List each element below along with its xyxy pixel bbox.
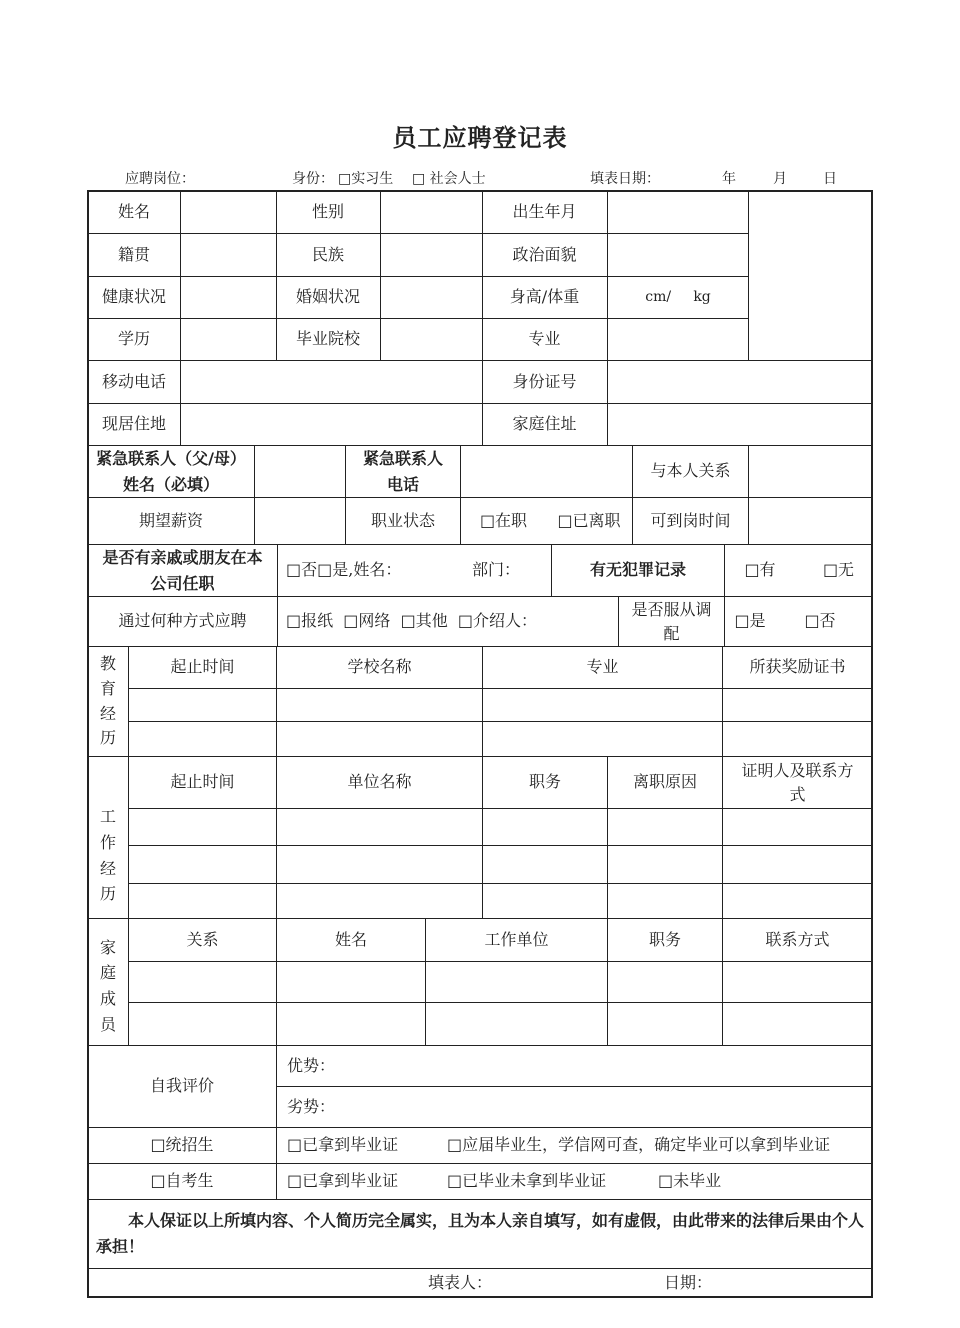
- checkbox-employed[interactable]: □在职: [479, 510, 528, 530]
- work-header-company: 单位名称: [347, 772, 412, 792]
- label-political: 政治面貌: [512, 244, 577, 264]
- label-mobile: 移动电话: [101, 371, 166, 391]
- label-emergency-phone: [346, 446, 460, 497]
- table-grid-line: [88, 1199, 872, 1200]
- label-relatives-line1: 是否有亲戚或朋友在本: [102, 547, 263, 567]
- edu-side-char: 育: [99, 678, 116, 698]
- table-grid-line: [128, 961, 872, 962]
- checkbox-self-not-graduated[interactable]: □未毕业: [658, 1171, 722, 1191]
- edu-side-char: 教: [99, 653, 116, 673]
- table-grid-line: [128, 688, 872, 689]
- table-grid-line: [128, 883, 872, 884]
- checkbox-resigned[interactable]: □已离职: [557, 510, 621, 530]
- input-id-number[interactable]: [608, 361, 872, 403]
- label-current-address: 现居住地: [101, 414, 166, 434]
- input-home-address[interactable]: [608, 404, 872, 445]
- input-weaknesses[interactable]: 劣势：: [287, 1096, 336, 1116]
- work-header-reference: [723, 757, 872, 808]
- input-ethnic[interactable]: [381, 234, 482, 276]
- work-side-char: 工: [99, 807, 116, 827]
- label-emergency-name-line1: 紧急联系人（父/母）: [96, 448, 246, 468]
- checkbox-transfer-no[interactable]: □否: [804, 611, 836, 631]
- label-marital: 婚姻状况: [295, 287, 360, 307]
- work-side-char: 经: [99, 858, 116, 878]
- input-education[interactable]: [181, 319, 276, 360]
- form-title: 员工应聘登记表: [392, 123, 568, 152]
- input-major[interactable]: [608, 319, 748, 360]
- label-transfer-line2: 配: [663, 623, 680, 643]
- edu-side-char: 历: [99, 728, 116, 748]
- label-emergency-name-line2: 姓名（必填）: [122, 474, 219, 494]
- identity-label: 身份：: [292, 171, 334, 187]
- identity-option-intern[interactable]: □实习生: [338, 171, 394, 187]
- label-health: 健康状况: [101, 287, 166, 307]
- work-side-char: 作: [99, 832, 116, 852]
- checkbox-relatives-options[interactable]: □否□是,姓名：: [286, 560, 402, 580]
- checkbox-criminal-yes[interactable]: □有: [744, 560, 776, 580]
- edu-header-period: 起止时间: [170, 657, 235, 677]
- work-header-position: 职务: [528, 772, 561, 792]
- label-name: 姓名: [117, 201, 150, 221]
- input-emergency-phone[interactable]: [461, 446, 632, 497]
- declaration-text: 本人保证以上所填内容、个人简历完全属实，且为本人亲自填写，如有虚假，由此带来的法律后果由个人承担！: [96, 1211, 865, 1256]
- family-side-char: 庭: [99, 963, 116, 983]
- checkbox-self-has-diploma[interactable]: □已拿到毕业证: [287, 1171, 399, 1191]
- label-available-date: 可到岗时间: [650, 510, 731, 530]
- family-side-char: 成: [99, 989, 116, 1008]
- input-available-date[interactable]: [749, 498, 872, 544]
- label-footer-date: 日期：: [663, 1272, 712, 1292]
- label-relationship: 与本人关系: [650, 461, 731, 481]
- label-relatives-line2: 公司任职: [150, 573, 215, 593]
- edu-side-char: 经: [99, 703, 116, 723]
- input-relationship[interactable]: [749, 446, 872, 497]
- input-political[interactable]: [608, 234, 748, 276]
- edu-header-major: 专业: [586, 657, 619, 677]
- label-height-weight: 身高/体重: [509, 287, 580, 307]
- family-header-name: 姓名: [334, 929, 367, 949]
- table-grid-line: [128, 721, 872, 722]
- label-home-address: 家庭住址: [512, 414, 577, 434]
- label-emergency-name: [88, 446, 254, 497]
- label-filler-signature: 填表人：: [427, 1272, 492, 1292]
- label-id-number: 身份证号: [512, 371, 577, 391]
- family-side-char: 家: [99, 937, 116, 957]
- label-birth: 出生年月: [512, 201, 577, 221]
- label-self-evaluation: 自我评价: [149, 1076, 214, 1096]
- work-header-period: 起止时间: [170, 772, 235, 792]
- label-accept-transfer: [619, 597, 724, 646]
- label-emergency-phone-line1: 紧急联系人: [362, 448, 443, 468]
- fill-date-label: 填表日期：: [590, 171, 660, 187]
- date-month: 月: [773, 171, 787, 187]
- input-birth[interactable]: [608, 191, 748, 233]
- label-relatives-in-company: [88, 545, 277, 596]
- table-grid-line: [128, 845, 872, 846]
- checkbox-unified-has-diploma[interactable]: □已拿到毕业证: [287, 1135, 399, 1155]
- checkbox-unified-fresh-graduate[interactable]: □应届毕业生，学信网可查，确定毕业可以拿到毕业证: [447, 1135, 831, 1155]
- input-name[interactable]: [181, 191, 276, 233]
- section-work-experience: [88, 757, 128, 918]
- identity-option-social[interactable]: □ 社会人士: [412, 171, 486, 187]
- work-ref-line2: 式: [789, 784, 806, 804]
- label-job-status: 职业状态: [370, 510, 435, 530]
- table-grid-line: [128, 808, 872, 809]
- input-height-weight[interactable]: cm/ kg: [645, 288, 711, 305]
- input-school[interactable]: [381, 319, 482, 360]
- label-department: 部门：: [472, 560, 521, 580]
- input-strengths[interactable]: 优势：: [287, 1055, 336, 1075]
- date-day: 日: [823, 171, 837, 187]
- label-major: 专业: [528, 329, 561, 349]
- table-grid-line: [722, 646, 723, 1046]
- input-health[interactable]: [181, 277, 276, 318]
- date-year: 年: [722, 171, 736, 187]
- family-side-char: 员: [99, 1014, 116, 1034]
- input-gender[interactable]: [381, 191, 482, 233]
- label-education: 学历: [117, 329, 150, 349]
- section-family: [88, 919, 128, 1045]
- family-header-contact: 联系方式: [765, 929, 830, 949]
- label-criminal-record: 有无犯罪记录: [589, 560, 686, 580]
- work-header-leave-reason: 离职原因: [632, 772, 697, 792]
- checkbox-criminal-no[interactable]: □无: [822, 560, 855, 580]
- input-current-address[interactable]: [181, 404, 482, 445]
- photo-area[interactable]: [749, 191, 872, 360]
- label-application-channel: 通过何种方式应聘: [118, 611, 247, 631]
- table-grid-line: [128, 646, 129, 1046]
- edu-header-school: 学校名称: [347, 657, 412, 677]
- work-ref-line1: 证明人及联系方: [741, 760, 854, 780]
- family-header-workplace: 工作单位: [484, 929, 549, 949]
- family-header-position: 职务: [648, 929, 681, 949]
- edu-header-awards: 所获奖励证书: [749, 657, 846, 677]
- family-header-relation: 关系: [186, 929, 219, 949]
- input-mobile[interactable]: [181, 361, 482, 403]
- checkbox-transfer-yes[interactable]: □是: [734, 611, 766, 631]
- checkbox-self-graduated-no-diploma[interactable]: □已毕业未拿到毕业证: [447, 1171, 607, 1191]
- input-emergency-name[interactable]: [255, 446, 345, 497]
- label-school: 毕业院校: [295, 329, 360, 349]
- checkbox-self-exam-student[interactable]: □自考生: [150, 1171, 214, 1191]
- label-gender: 性别: [311, 201, 344, 221]
- label-transfer-line1: 是否服从调: [631, 600, 712, 620]
- label-native-place: 籍贯: [117, 244, 150, 264]
- position-label: 应聘岗位：: [125, 171, 195, 187]
- label-emergency-phone-line2: 电话: [386, 474, 419, 494]
- work-side-char: 历: [99, 884, 116, 904]
- label-expected-salary: 期望薪资: [138, 510, 203, 530]
- checkbox-channel-options[interactable]: □报纸 □网络 □其他 □介绍人：: [286, 611, 537, 631]
- checkbox-unified-student[interactable]: □统招生: [150, 1135, 214, 1155]
- label-ethnic: 民族: [311, 244, 344, 264]
- input-marital[interactable]: [381, 277, 482, 318]
- input-expected-salary[interactable]: [255, 498, 345, 544]
- table-grid-line: [128, 1002, 872, 1003]
- input-native-place[interactable]: [181, 234, 276, 276]
- section-education: [88, 647, 128, 756]
